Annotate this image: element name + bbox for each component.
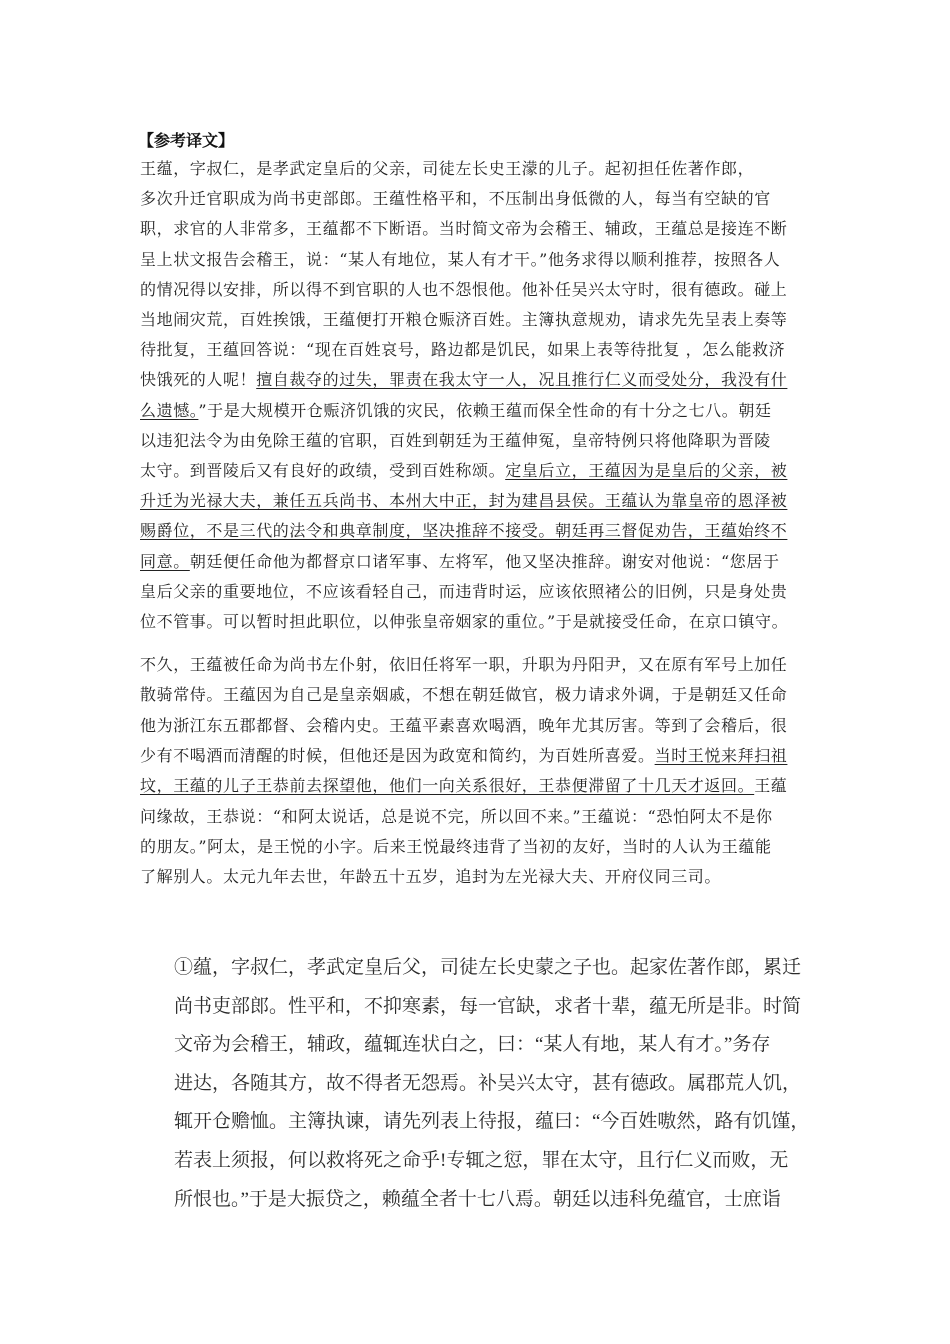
original-text-line: 辄开仓赡恤。主簿执谏，请先列表上待报，蕴曰：“今百姓嗷然，路有饥馑， [174,1111,810,1133]
text-run: 呈上状文报告会稽王，说：“某人有地位，某人有才干。”他务求得以顺利推荐，按照各人 [140,249,781,269]
text-run: 了解别人。太元九年去世，年龄五十五岁，追封为左光禄大夫、开府仪同三司。 [140,867,722,887]
text-run: 的朋友。”阿太，是王悦的小字。后来王悦最终违背了当初的友好，当时的人认为王蕴能 [140,836,772,856]
translation-line [140,370,830,390]
translation-line [140,461,830,481]
underlined-text: 么遗憾。 [140,400,199,420]
text-run: 王蕴 [754,776,788,796]
translation-line [140,552,830,572]
translation-line [140,189,830,209]
text-run: 快饿死的人呢！ [140,370,257,390]
text-run: 的情况得以安排，所以得不到官职的人也不怨恨他。他补任吴兴太守时，很有德政。碰上 [140,279,788,299]
reference-translation-heading: 【参考译文】 [138,131,235,150]
translation-line [140,310,830,330]
translation-line [140,491,830,511]
text-run: 他为浙江东五郡都督、会稽内史。王蕴平素喜欢喝酒，晚年尤其厉害。等到了会稽后，很 [140,715,788,735]
translation-line [140,219,830,239]
text-run: 位不管事。可以暂时担此职位，以伸张皇帝姻家的重位。”于是就接受任命，在京口镇守。 [140,612,789,631]
translation-line [140,776,830,796]
underlined-text: 当时王悦来拜扫祖 [654,745,788,765]
underlined-text: 升迁为光禄大夫，兼任五兵尚书、本州大中正，封为建昌县侯。王蕴认为靠皇帝的恩泽被 [140,491,788,511]
text-run: 待批复，王蕴回答说：“现在百姓哀号，路边都是饥民，如果上表等待批复 ，怎么能救济 [140,340,786,360]
text-run: 少有不喝酒而清醒的时候，但他还是因为政宽和简约，为百姓所喜爱。 [140,745,655,765]
underlined-text: 擅自裁夺的过失，罪责在我太守一人，况且推行仁义而受处分，我没有什 [256,370,788,390]
text-run: 皇后父亲的重要地位，不应该看轻自己，而违背时运，应该依照褚公的旧例，只是身处贵 [140,581,788,601]
text-run: 王蕴，字叔仁，是孝武定皇后的父亲，司徒左长史王濛的儿子。起初担任佐著作郎， [140,159,755,178]
text-run: 以违犯法令为由免除王蕴的官职，百姓到朝廷为王蕴伸冤，皇帝特例只将他降职为晋陵 [140,430,771,450]
translation-line [140,837,830,857]
text-run: 不久，王蕴被任命为尚书左仆射，依旧任将军一职，升职为丹阳尹，又在原有军号上加任 [140,655,788,674]
translation-line [140,685,830,705]
underlined-text: 坟，王蕴的儿子王恭前去探望他，他们一向关系很好，王恭便滞留了十几天才返回。 [140,776,755,796]
translation-line [140,401,830,421]
text-run: 多次升迁官职成为尚书吏部郎。王蕴性格平和，不压制出身低微的人，每当有空缺的官 [140,189,771,209]
original-text-line: 若表上须报，何以救将死之命乎!专辄之愆，罪在太守，且行仁义而败，无 [174,1150,789,1171]
translation-line [140,582,830,602]
original-text-line: 文帝为会稽王，辅政，蕴辄连状白之，曰：“某人有地，某人有才。”务存 [174,1034,771,1056]
translation-line [140,250,830,270]
translation-line [140,612,830,632]
text-run: 职，求官的人非常多，王蕴都不下断语。当时简文帝为会稽王、辅政，王蕴总是接连不断 [140,219,788,239]
underlined-text: 赐爵位，不是三代的法令和典章制度，坚决推辞不接受。朝廷再三督促劝告，王蕴始终不 [140,521,788,541]
original-text-line: 进达，各随其方，故不得者无怨焉。补吴兴太守，甚有德政。属郡荒人饥， [174,1072,802,1094]
translation-line [140,867,830,887]
original-text-line: ①蕴，字叔仁，孝武定皇后父，司徒左长史蒙之子也。起家佐著作郎，累迁 [174,957,802,978]
translation-line [140,340,830,360]
translation-line [140,716,830,736]
text-run: ”于是大规模开仓赈济饥饿的灾民，依赖王蕴而保全性命的有十分之七八。朝廷 [198,400,772,420]
text-run: 散骑常侍。王蕴因为自己是皇亲姻戚，不想在朝廷做官，极力请求外调，于是朝廷又任命 [140,685,788,705]
text-run: 朝廷便任命他为都督京口诸军事、左将军，他又坚决推辞。谢安对他说：“您居于 [189,551,780,571]
text-run: 太守。到晋陵后又有良好的政绩，受到百姓称颂。 [140,461,506,480]
original-text-line: 所恨也。”于是大振贷之，赖蕴全者十七八焉。朝廷以违科免蕴官，士庶诣 [174,1188,781,1210]
translation-line [140,655,830,675]
translation-line [140,807,830,827]
translation-line [140,159,830,179]
text-run: 当地闹灾荒，百姓挨饿，王蕴便打开粮仓赈济百姓。主簿执意规劝，请求先先呈表上奏等 [140,310,788,329]
underlined-text: 定皇后立，王蕴因为是皇后的父亲，被 [505,461,788,480]
translation-line [140,431,830,451]
text-run: 问缘故，王恭说：“和阿太说话，总是说不完，所以回不来。”王蕴说：“恐怕阿太不是你 [140,806,773,826]
translation-line [140,746,830,766]
translation-line [140,280,830,300]
underlined-text: 同意。 [140,551,190,571]
translation-line [140,521,830,541]
original-text-line: 尚书吏部郎。性平和，不抑寒素，每一官缺，求者十辈，蕴无所是非。时简 [174,995,802,1017]
